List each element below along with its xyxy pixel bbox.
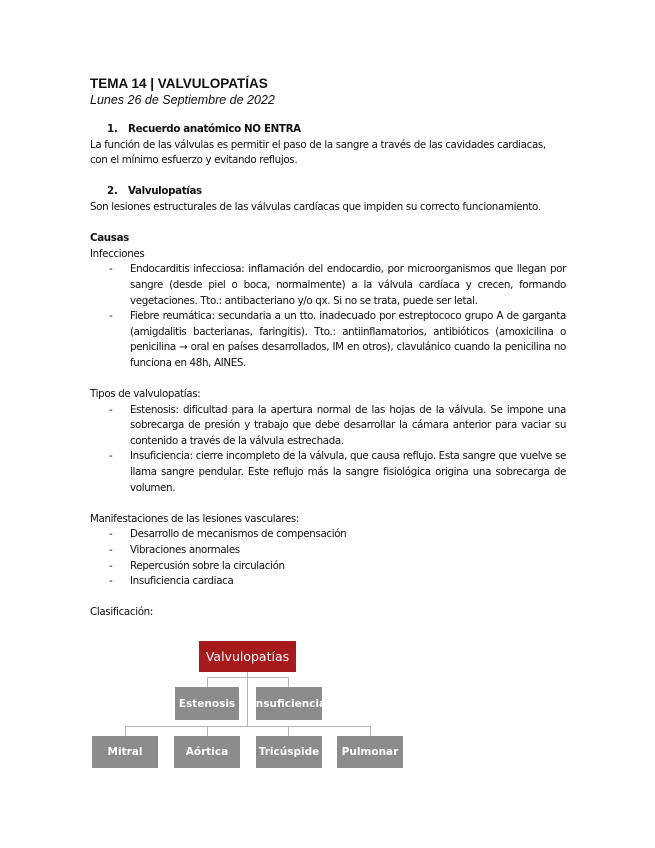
list-dash: - — [109, 559, 113, 572]
connector-aortica — [207, 726, 208, 736]
causas-section — [90, 231, 566, 371]
manifestaciones-section — [90, 512, 566, 590]
connector-pulmonar — [370, 726, 371, 736]
list-item: - Estenosis: dificultad para la apertura normal de las hojas de la válvula. Se impone una sobrecarga de presión y trabajo que debe desarrollar la cámara anterior para vaciar su contenido a través de la válvula estrechada. — [109, 403, 566, 447]
list-item: - Repercusión sobre la circulación — [90, 559, 566, 575]
list-item: - Desarrollo de mecanismos de compensación — [90, 527, 566, 543]
infecciones-subheading: Infecciones — [90, 247, 145, 260]
causas-list — [90, 262, 566, 371]
document-page — [90, 76, 566, 621]
list-item: - Insuficiencia cardiaca — [90, 574, 566, 590]
node-insuficiencia: Insuficiencia — [256, 687, 322, 720]
connector-level1-bar — [207, 677, 289, 678]
manifestaciones-list — [90, 527, 566, 589]
list-dash: - — [109, 544, 113, 557]
node-pulmonar: Pulmonar — [337, 736, 403, 768]
section-2-number: 2. — [107, 185, 118, 198]
document-date: Lunes 26 de Septiembre de 2022 — [90, 93, 275, 107]
node-aortica: Aórtica — [174, 736, 240, 768]
list-item: - Endocarditis infecciosa: inflamación del endocardio, por microorganismos que llegan por sangre (desde piel o boca, normalmente) a la válvula cardíaca y crecen, formando vegetaciones. Tto.: antibacteriano y/o qx. Si no se trata, puede ser letal. — [109, 263, 566, 307]
connector-mitral — [125, 726, 126, 736]
tipos-section — [90, 387, 566, 496]
section-recuerdo — [90, 122, 566, 169]
tipos-list — [90, 403, 566, 497]
connector-tricuspide — [288, 726, 289, 736]
node-mitral: Mitral — [92, 736, 158, 768]
section-valvulopatias — [90, 184, 566, 215]
list-dash: - — [109, 310, 113, 323]
section-2-body: Son lesiones estructurales de las válvulas cardíacas que impiden su correcto funcionamiento. — [90, 200, 541, 213]
list-dash: - — [109, 528, 113, 541]
section-1-body: La función de las válvulas es permitir el paso de la sangre a través de las cavidades cardiacas, con el mínimo esfuerzo y evitando reflujos. — [90, 138, 546, 167]
connector-root-stem — [247, 672, 248, 726]
list-dash: - — [109, 575, 113, 588]
section-2-heading — [90, 184, 566, 200]
list-dash: - — [109, 450, 113, 463]
section-1-heading-text: Recuerdo anatómico NO ENTRA — [128, 123, 301, 135]
node-tricuspide: Tricúspide — [256, 736, 322, 768]
connector-insuficiencia — [288, 677, 289, 687]
list-item: - Insuficiencia: cierre incompleto de la válvula, que causa reflujo. Esta sangre que vuelve se llama sangre pendular. Este reflujo más la sangre fisiológica origina una sobrecarga de volumen. — [109, 450, 566, 494]
tipos-heading: Tipos de valvulopatías: — [90, 388, 201, 401]
clasificacion-section — [90, 605, 566, 621]
node-estenosis: Estenosis — [175, 687, 239, 720]
connector-level2-bar — [125, 726, 371, 727]
document-title: TEMA 14 | VALVULOPATÍAS — [90, 76, 268, 91]
list-item: - Fiebre reumática: secundaria a un tto. inadecuado por estreptococo grupo A de garganta (amigdalitis bacterianas, faringitis). Tto.: antiinflamatorios, antibióticos (amoxicilina o penicilina → oral en países desarrollados, IM en otros), clavulánico cuando la penicilina no funciona en 48h, AINES. — [109, 310, 566, 369]
node-valvulopatias: Valvulopatías — [199, 641, 296, 672]
section-1-number: 1. — [107, 123, 118, 135]
causas-heading: Causas — [90, 232, 129, 245]
connector-estenosis — [207, 677, 208, 687]
list-dash: - — [109, 403, 113, 416]
section-1-heading — [90, 122, 566, 138]
section-2-heading-text: Valvulopatías — [128, 185, 202, 198]
list-item: - Vibraciones anormales — [90, 543, 566, 559]
clasificacion-heading: Clasificación: — [90, 606, 153, 619]
list-dash: - — [109, 263, 113, 276]
manifestaciones-heading: Manifestaciones de las lesiones vasculares: — [90, 512, 299, 525]
